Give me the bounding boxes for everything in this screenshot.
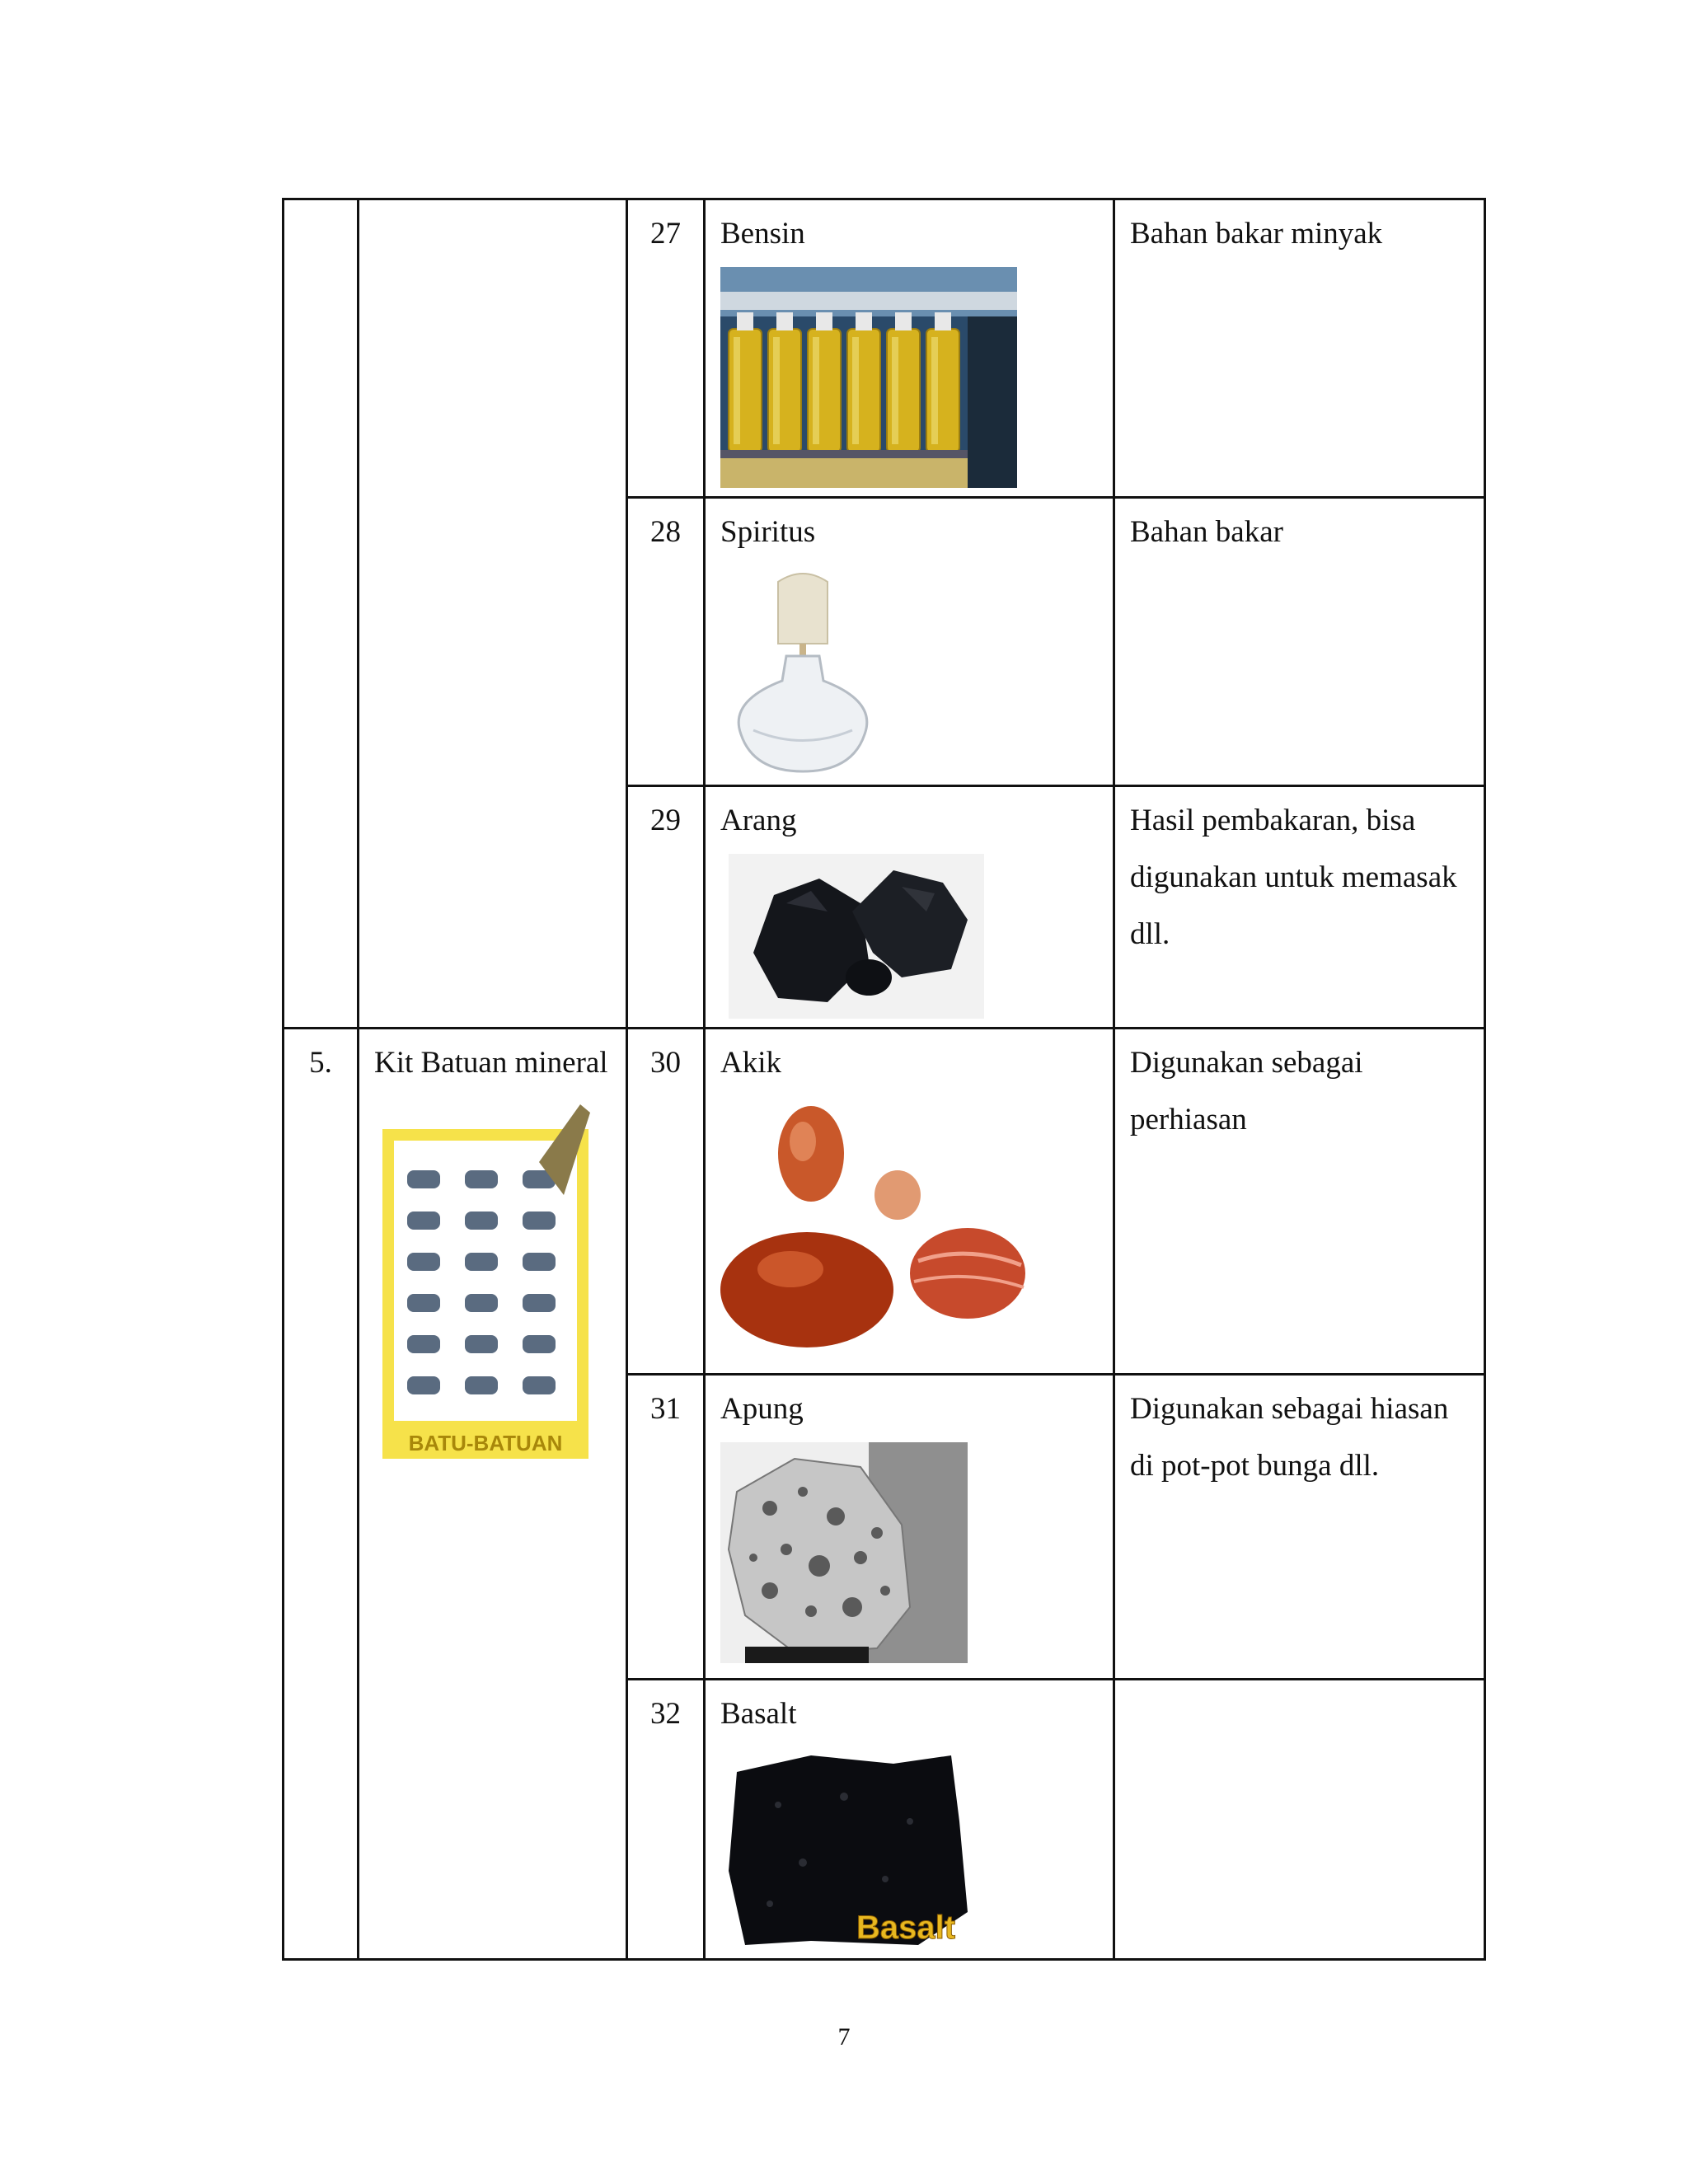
pumice-image — [720, 1442, 968, 1663]
item-name: Akik — [720, 1046, 781, 1080]
item-cell — [705, 1029, 1114, 1375]
item-description: Digunakan sebagai hiasan di pot-pot bunga dll. — [1114, 1375, 1485, 1680]
spirit-lamp-image — [720, 565, 885, 780]
group-title: Kit Batuan mineral — [374, 1046, 608, 1080]
materials-table — [282, 198, 1486, 1961]
basalt-image — [720, 1747, 976, 1953]
item-cell — [705, 498, 1114, 786]
table-row — [284, 199, 1485, 498]
group-number: 5. — [284, 1029, 359, 1960]
item-cell — [705, 199, 1114, 498]
item-number: 28 — [627, 498, 705, 786]
item-name: Basalt — [720, 1697, 797, 1731]
item-description: Hasil pembakaran, bisa digunakan untuk memasak dll. — [1114, 786, 1485, 1029]
agate-image — [720, 1096, 1034, 1360]
item-name: Bensin — [720, 217, 805, 251]
item-number: 27 — [627, 199, 705, 498]
item-number: 30 — [627, 1029, 705, 1375]
item-description — [1114, 1680, 1485, 1960]
charcoal-image — [729, 854, 984, 1019]
table-row — [284, 1029, 1485, 1375]
item-name: Arang — [720, 804, 797, 837]
item-cell — [705, 1680, 1114, 1960]
page-number: 7 — [837, 2023, 851, 2050]
item-description: Digunakan sebagai perhiasan — [1114, 1029, 1485, 1375]
item-number: 29 — [627, 786, 705, 1029]
item-description: Bahan bakar — [1114, 498, 1485, 786]
gasoline-bottles-image — [720, 267, 1017, 488]
group-cell — [359, 1029, 627, 1960]
item-name: Apung — [720, 1392, 804, 1426]
rock-kit-image — [374, 1104, 597, 1467]
item-number: 32 — [627, 1680, 705, 1960]
item-description: Bahan bakar minyak — [1114, 199, 1485, 498]
basalt-caption: Basalt — [856, 1910, 956, 1946]
item-cell — [705, 1375, 1114, 1680]
kit-label: BATU-BATUAN — [408, 1431, 563, 1455]
item-name: Spiritus — [720, 515, 816, 549]
item-cell — [705, 786, 1114, 1029]
item-number: 31 — [627, 1375, 705, 1680]
group-number-cell-empty — [284, 199, 359, 1029]
group-title-cell-empty — [359, 199, 627, 1029]
